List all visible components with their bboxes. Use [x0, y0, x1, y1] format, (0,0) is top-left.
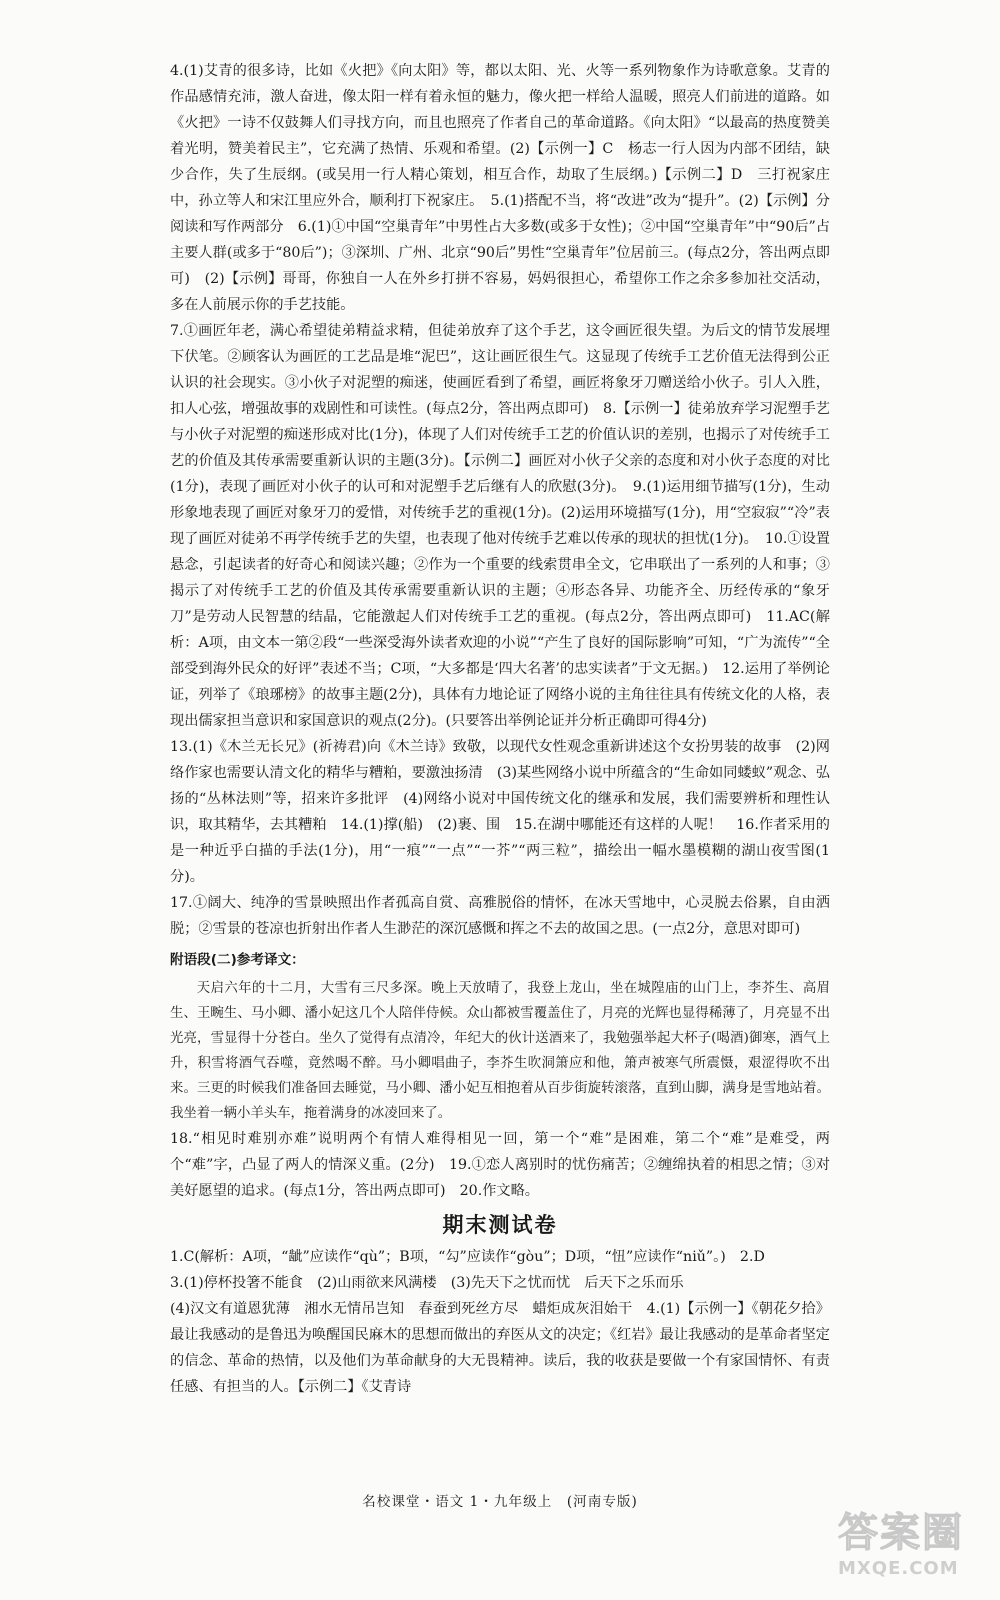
answer-paragraph-13-16: 13.(1)《木兰无长兄》(祈祷君)向《木兰诗》致敬，以现代女性观念重新讲述这个女扮男装的故事 (2)网络作家也需要认清文化的精华与糟粕，要激浊扬清 (3)某些网络小说中所蕴含的“生命如同蝼蚁”观念、弘扬的“丛林法则”等，招来许多批评 (4)网络小说对中国传统文化的继承和发展，我们需要辨析和理性认识，取其精华，去其糟粕 14.(1)撑(船) (2)裹、围 15.在湖中哪能还有这样的人呢！ 16.作者采用的是一种近乎白描的手法(1分)，用“一痕”“一点”“一芥”“两三粒”，描绘出一幅水墨模糊的湖山夜雪图(1分)。 [170, 739, 830, 885]
answer-paragraph-18-20: 18.“相见时难别亦难”说明两个有情人难得相见一回，第一个“难”是困难，第二个“难”是难受，两个“难”字，凸显了两人的情深义重。(2分) 19.①恋人离别时的忧伤痛苦；②缠绵执着的相思之情；③对美好愿望的追求。(每点1分，答出两点即可) 20.作文略。 [170, 1131, 830, 1199]
answer-paragraph-4-6: 4.(1)艾青的很多诗，比如《火把》《向太阳》等，都以太阳、光、火等一系列物象作为诗歌意象。艾青的作品感情充沛，激人奋进，像太阳一样有着永恒的魅力，像火把一样给人温暖，照亮人们前进的道路。如《火把》一诗不仅鼓舞人们寻找方向，而且也照亮了作者自己的革命道路。《向太阳》“以最高的热度赞美着光明，赞美着民主”，它充满了热情、乐观和希望。(2)【示例一】C 杨志一行人因为内部不团结，缺少合作，失了生辰纲。(或吴用一行人精心策划，相互合作，劫取了生辰纲。)【示例二】D 三打祝家庄中，孙立等人和宋江里应外合，顺利打下祝家庄。 5.(1)搭配不当，将“改进”改为“提升”。(2)【示例】分阅读和写作两部分 6.(1)①中国“空巢青年”中男性占大多数(或多于女性)；②中国“空巢青年”中“90后”占主要人群(或多于“80后”)；③深圳、广州、北京“90后”男性“空巢青年”位居前三。(每点2分，答出两点即可) (2)【示例】哥哥，你独自一人在外乡打拼不容易，妈妈很担心，希望你工作之余多参加社交活动，多在人前展示你的手艺技能。 [170, 63, 830, 313]
watermark-logo-text: 答案圈 [838, 1510, 964, 1556]
section-title: 期末测试卷 [442, 1213, 558, 1237]
watermark-url-text: MXQE.COM [838, 1558, 959, 1579]
reference-translation-text: 天启六年的十二月，大雪有三尺多深。晚上天放晴了，我登上龙山，坐在城隍庙的山门上，李芥生、高眉生、王畹生、马小卿、潘小妃这几个人陪伴侍候。众山都被雪覆盖住了，月亮的光辉也显得稀薄了，月亮显不出光亮，雪显得十分苍白。坐久了觉得有点清冷，年纪大的伙计送酒来了，我勉强举起大杯子(喝酒)御寒，酒气上升，积雪将酒气吞噬，竟然喝不醉。马小卿唱曲子，李芥生吹洞箫应和他，箫声被寒气所震慑，艰涩得吹不出来。三更的时候我们准备回去睡觉，马小卿、潘小妃互相抱着从百步街旋转滚落，直到山脚，满身是雪地站着。我坐着一辆小羊头车，拖着满身的冰凌回来了。 [170, 981, 830, 1121]
site-watermark-logo [838, 1508, 988, 1596]
page-footer: 名校课堂・语文 1・九年级上 (河南专版) [362, 1494, 638, 1510]
final-exam-answer-3: 3.(1)停杯投箸不能食 (2)山雨欲来风满楼 (3)先天下之忧而忧 后天下之乐而乐 [170, 1275, 684, 1291]
reference-translation-heading: 附语段(二)参考译文： [170, 952, 305, 968]
answer-paragraph-17: 17.①阔大、纯净的雪景映照出作者孤高自赏、高雅脱俗的情怀，在冰天雪地中，心灵脱去俗累，自由洒脱；②雪景的苍凉也折射出作者人生渺茫的深沉感慨和挥之不去的故国之思。(一点2分，意思对即可) [170, 895, 830, 937]
answer-paragraph-7-12: 7.①画匠年老，满心希望徒弟精益求精，但徒弟放弃了这个手艺，这令画匠很失望。为后文的情节发展埋下伏笔。②顾客认为画匠的工艺品是堆“泥巴”，这让画匠很生气。这显现了传统手工艺价值无法得到公正认识的社会现实。③小伙子对泥塑的痴迷，使画匠看到了希望，画匠将象牙刀赠送给小伙子。引人入胜，扣人心弦，增强故事的戏剧性和可读性。(每点2分，答出两点即可) 8.【示例一】徒弟放弃学习泥塑手艺与小伙子对泥塑的痴迷形成对比(1分)，体现了人们对传统手工艺的价值认识的差别，也揭示了对传统手工艺的价值及其传承需要重新认识的主题(3分)。【示例二】画匠对小伙子父亲的态度和对小伙子态度的对比(1分)，表现了画匠对小伙子的认可和对泥塑手艺后继有人的欣慰(3分)。 9.(1)运用细节描写(1分)，生动形象地表现了画匠对象牙刀的爱惜，对传统手艺的重视(1分)。(2)运用环境描写(1分)，用“空寂寂”“冷”表现了画匠对徒弟不再学传统手艺的失望，也表现了他对传统手艺难以传承的现状的担忧(1分)。 10.①设置悬念，引起读者的好奇心和阅读兴趣；②作为一个重要的线索贯串全文，它串联出了一系列的人和事；③揭示了对传统手工艺的价值及其传承需要重新认识的主题；④形态各异、功能齐全、历经传承的“象牙刀”是劳动人民智慧的结晶，它能激起人们对传统手工艺的重视。(每点2分，答出两点即可) 11.AC(解析：A项，由文本一第②段“一些深受海外读者欢迎的小说”“产生了良好的国际影响”可知，“广为流传”“全部受到海外民众的好评”表述不当；C项，“大多都是‘四大名著’的忠实读者”于文无据。) 12.运用了举例论证，列举了《琅琊榜》的故事主题(2分)，具体有力地论证了网络小说的主角往往具有传统文化的人格，表现出儒家担当意识和家国意识的观点(2分)。(只要答出举例论证并分析正确即可得4分) [170, 323, 830, 729]
final-exam-answer-1-2: 1.C(解析：A项，“龇”应读作“qù”；B项，“勾”应读作“gòu”；D项，“忸”应读作“niǔ”。) 2.D [170, 1249, 765, 1265]
final-exam-answer-3-4: (4)汉文有道恩犹薄 湘水无情吊岂知 春蚕到死丝方尽 蜡炬成灰泪始干 4.(1)【示例一】《朝花夕拾》最让我感动的是鲁迅为唤醒国民麻木的思想而做出的弃医从文的决定；《红岩》最让我感动的是革命者坚定的信念、革命的热情，以及他们为革命献身的大无畏精神。读后，我的收获是要做一个有家国情怀、有责任感、有担当的人。【示例二】《艾青诗 [170, 1301, 830, 1395]
answer-column [170, 58, 830, 1400]
